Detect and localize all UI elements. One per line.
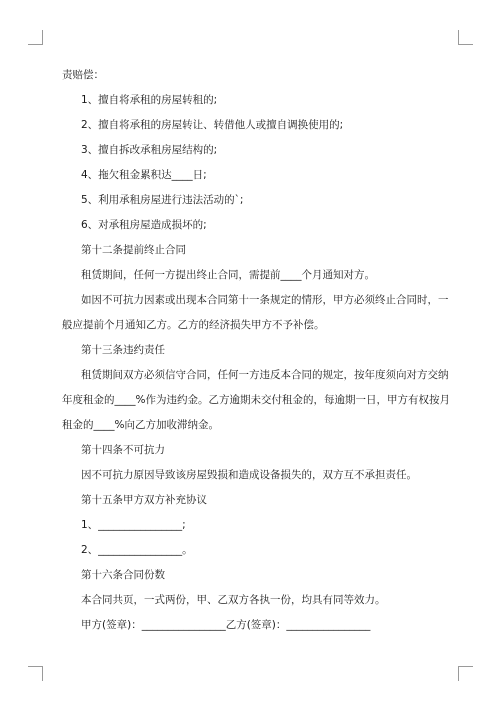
page-corner-mark-top-right (458, 30, 473, 45)
clause-item-3: 3、擅自拆改承租房屋结构的; (81, 144, 218, 156)
clause-item-5: 5、利用承租房屋进行违法活动的`; (81, 194, 244, 206)
paragraph-liability-intro: 责赔偿： (62, 69, 104, 81)
document-body (62, 62, 450, 632)
article-13-heading: 第十三条违约责任 (81, 344, 165, 356)
clause-item-4: 4、拖欠租金累积达____日; (81, 169, 207, 181)
article-16-heading: 第十六条合同份数 (81, 569, 165, 581)
article-12-paragraph-2-line-1: 如因不可抗力因素或出现本合同第十一条规定的情形，甲方必须终止合同时，一 (81, 294, 449, 306)
clause-item-2: 2、擅自将承租的房屋转让、转借他人或擅自调换使用的; (81, 119, 344, 131)
page-corner-mark-bottom-right (458, 666, 473, 681)
article-13-paragraph-line-3: 租金的____%向乙方加收滞纳金。 (62, 419, 219, 431)
article-13-paragraph-line-2: 年度租金的____%作为违约金。乙方逾期未交付租金的，每逾期一日，甲方有权按月 (62, 394, 450, 406)
article-14-heading: 第十四条不可抗力 (81, 444, 165, 456)
article-12-heading: 第十二条提前终止合同 (81, 244, 186, 256)
article-13-paragraph-line-1: 租赁期间双方必须信守合同，任何一方违反本合同的规定，按年度须向对方交纳 (81, 369, 449, 381)
article-16-paragraph: 本合同共页，一式两份，甲、乙双方各执一份，均具有同等效力。 (81, 594, 386, 606)
signature-line: 甲方(签章)：________________乙方(签章)：________________ (81, 619, 371, 631)
page-corner-mark-top-left (28, 30, 43, 45)
article-12-paragraph-2-line-2: 般应提前个月通知乙方。乙方的经济损失甲方不予补偿。 (62, 319, 325, 331)
supplement-item-1: 1、________________; (81, 519, 186, 531)
clause-item-6: 6、对承租房屋造成损坏的; (81, 219, 207, 231)
article-12-paragraph-1: 租赁期间，任何一方提出终止合同，需提前____个月通知对方。 (81, 269, 375, 281)
article-14-paragraph: 因不可抗力原因导致该房屋毁损和造成设备损失的，双方互不承担责任。 (81, 469, 417, 481)
page-corner-mark-bottom-left (28, 666, 43, 681)
article-15-heading: 第十五条甲方双方补充协议 (81, 494, 207, 506)
clause-item-1: 1、擅自将承租的房屋转租的; (81, 94, 218, 106)
supplement-item-2: 2、________________。 (81, 544, 193, 556)
